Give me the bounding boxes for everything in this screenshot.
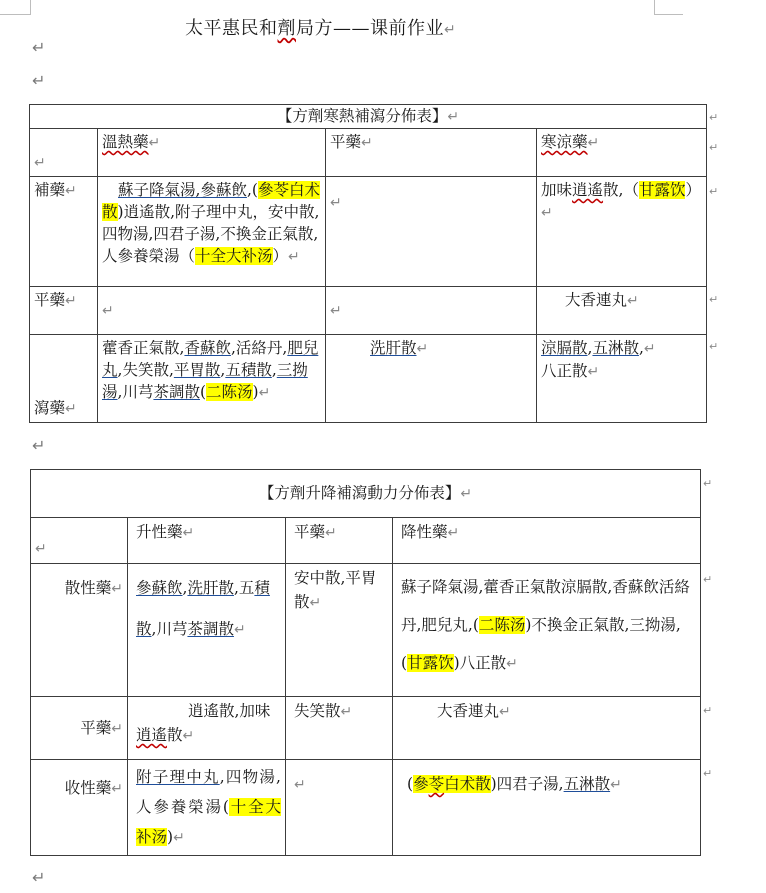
paragraph-mark-icon: ↵ — [32, 868, 46, 887]
cell-end-mark-icon: ↵ — [709, 185, 719, 198]
return-mark-icon: ↵ — [444, 22, 457, 38]
column-header: 降性藥↵ — [393, 518, 701, 564]
column-header: 平藥↵ — [286, 518, 393, 564]
cell-end-mark-icon: ↵ — [703, 704, 713, 717]
paragraph-mark-icon: ↵ — [32, 436, 46, 455]
column-header: 平藥↵ — [326, 129, 537, 177]
cell-end-mark-icon: ↵ — [709, 141, 719, 154]
table-caption: 【方劑寒熱補瀉分佈表】↵ — [30, 105, 707, 129]
row-header: 補藥↵ — [30, 177, 98, 287]
table-cell: 蘇子降氣湯,參蘇飲,(參苓白术散)逍遙散,附子理中丸，安中散,四物湯,四君子湯,不換金正氣散,人參養榮湯（十全大补汤）↵ — [98, 177, 326, 287]
row-header: 平藥↵ — [31, 697, 128, 760]
table-cell: 蘇子降氣湯,藿香正氣散涼膈散,香蘇飲活絡丹,肥兒丸,(二陈汤)不換金正氣散,三拗湯,(甘露饮)八正散↵ — [393, 564, 701, 697]
cell-end-mark-icon: ↵ — [709, 111, 719, 124]
cell-end-mark-icon: ↵ — [703, 767, 713, 780]
row-header: 瀉藥↵ — [30, 335, 98, 423]
row-header: 平藥↵ — [30, 287, 98, 335]
cell-end-mark-icon: ↵ — [709, 340, 719, 353]
table-caption: 【方劑升降補瀉動力分佈表】↵ — [31, 470, 701, 518]
crop-mark-top-left — [0, 0, 31, 15]
row-header: 收性藥↵ — [31, 760, 128, 856]
table-cell: ↵ — [326, 287, 537, 335]
table-cell: ↵ — [98, 287, 326, 335]
table-cell: 藿香正氣散,香蘇飲,活絡丹,肥兒丸,失笑散,平胃散,五積散,三拗湯,川芎茶調散(二陈汤)↵ — [98, 335, 326, 423]
table-corner-cell: ↵ — [30, 129, 98, 177]
cell-end-mark-icon: ↵ — [709, 293, 719, 306]
table-corner-cell: ↵ — [31, 518, 128, 564]
column-header: 寒涼藥↵ — [537, 129, 707, 177]
cell-end-mark-icon: ↵ — [703, 573, 713, 586]
ascend-descend-table — [30, 469, 701, 856]
cold-heat-table — [29, 104, 707, 423]
row-header: 散性藥↵ — [31, 564, 128, 697]
table-cell: 失笑散↵ — [286, 697, 393, 760]
table-cell: 洗肝散↵ — [326, 335, 537, 423]
table-cell: 安中散,平胃散↵ — [286, 564, 393, 697]
document-title: 太平惠民和劑局方——课前作业↵ — [185, 18, 457, 39]
table-cell: ↵ — [326, 177, 537, 287]
table-cell: 附子理中丸,四物湯,人參養榮湯(十全大补汤)↵ — [128, 760, 286, 856]
column-header: 升性藥↵ — [128, 518, 286, 564]
crop-mark-top-right — [654, 0, 683, 15]
paragraph-mark-icon: ↵ — [32, 38, 46, 57]
table-cell: 大香連丸↵ — [393, 697, 701, 760]
table-cell: 大香連丸↵ — [537, 287, 707, 335]
table-cell: 逍遙散,加味逍遙散↵ — [128, 697, 286, 760]
table-cell: 涼膈散,五淋散,↵ 八正散↵ — [537, 335, 707, 423]
table-cell: (參苓白术散)四君子湯,五淋散↵ — [393, 760, 701, 856]
paragraph-mark-icon: ↵ — [32, 71, 46, 90]
column-header: 溫熱藥↵ — [98, 129, 326, 177]
table-cell: ↵ — [286, 760, 393, 856]
cell-end-mark-icon: ↵ — [703, 477, 713, 490]
table-cell: 參蘇飲,洗肝散,五積散,川芎茶調散↵ — [128, 564, 286, 697]
table-cell: 加味逍遙散,（甘露饮）↵ — [537, 177, 707, 287]
